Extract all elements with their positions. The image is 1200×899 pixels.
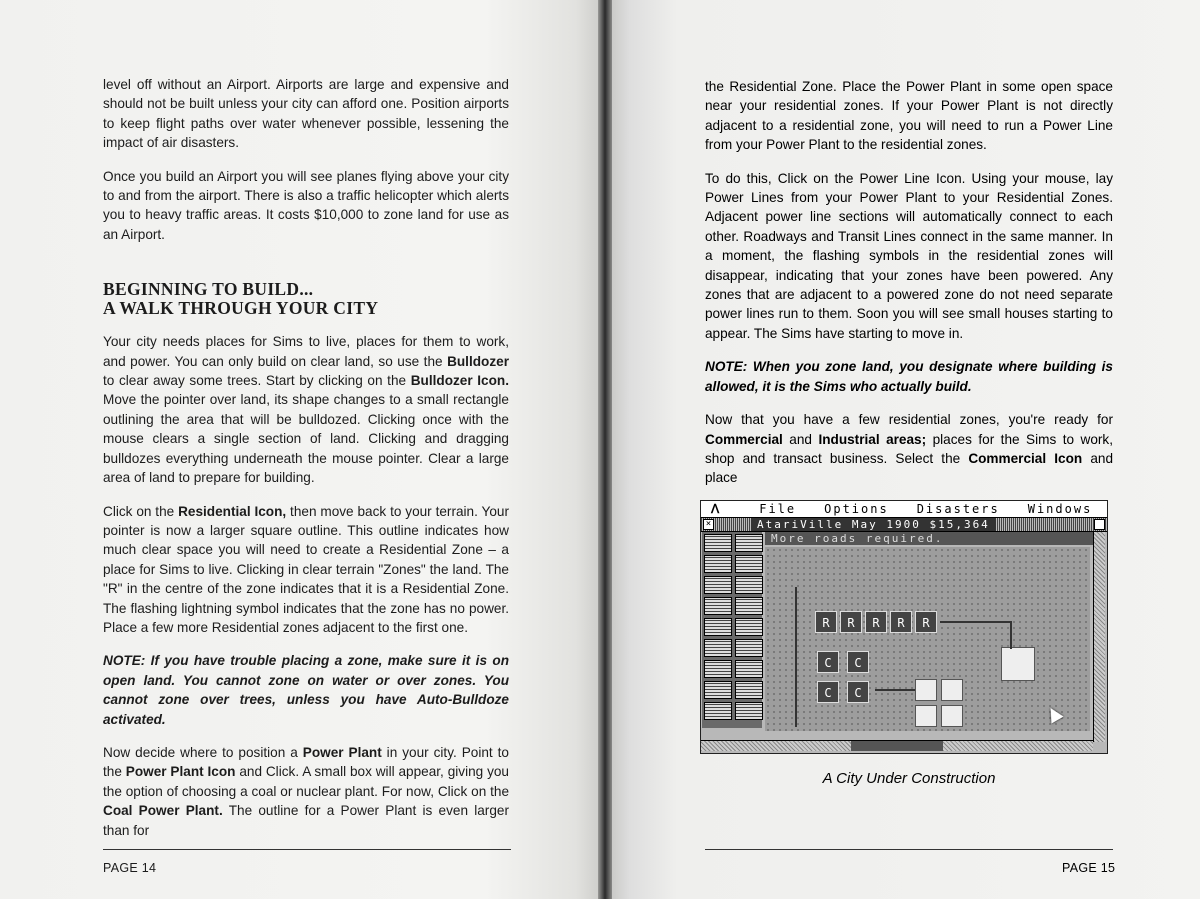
tool-icon[interactable] (704, 660, 732, 678)
paragraph-power-line: the Residential Zone. Place the Power Plant in some open space near your residential zones. If your Power Plant is not directly adjacent to a residential zone, you will need to run a Power Line from your Power Plant to the residential zones. (705, 79, 1113, 153)
text-run: Now decide where to position a (103, 744, 303, 760)
horizontal-scrollbar[interactable] (701, 740, 1093, 751)
bold-term: Coal Power Plant. (103, 803, 223, 819)
heading-line-1: BEGINNING TO BUILD... (103, 279, 314, 300)
text-run: and place (705, 450, 1113, 486)
industrial-zone (915, 679, 937, 701)
city-map[interactable] (765, 547, 1090, 731)
section-heading (103, 280, 509, 318)
tool-icon[interactable] (704, 702, 732, 720)
status-message: More roads required. (765, 532, 1101, 545)
commercial-zone: C (817, 651, 839, 673)
page-number-right: PAGE 15 (1062, 861, 1116, 875)
figure-caption: A City Under Construction (822, 770, 996, 787)
footer-rule (705, 849, 1113, 850)
note-designate: NOTE: When you zone land, you designate where building is allowed, it is the Sims who actually build. (705, 359, 1113, 394)
tool-icon[interactable] (735, 576, 763, 594)
tool-icon[interactable] (735, 639, 763, 657)
text-run: Now that you have a few residential zones, you're ready for (705, 412, 1113, 428)
tool-icon[interactable] (735, 534, 763, 552)
paragraph-bulldozer (103, 332, 509, 487)
game-screenshot (700, 500, 1108, 754)
power-line (940, 621, 1010, 623)
paragraph-residential (103, 502, 509, 638)
window-title-bar[interactable] (701, 518, 1107, 532)
text-run: in your city. Point to the (103, 744, 509, 780)
bold-term: Residential Icon, (178, 503, 287, 519)
paragraph-airport-1: level off without an Airport. Airports are large and expensive and should not be built unless your city can afford one. Position airports to keep flight paths over water whenever possible, lessening the impact of air disasters. (103, 77, 509, 151)
atari-logo-icon: ᐱ (711, 502, 720, 516)
bold-term: Power Plant Icon (125, 764, 236, 780)
book-spine (598, 0, 612, 899)
menu-bar (701, 501, 1107, 518)
power-line (875, 689, 915, 691)
tool-palette (702, 532, 762, 728)
menu-file[interactable]: File (759, 502, 797, 516)
vertical-scrollbar[interactable] (1093, 532, 1105, 742)
tool-icon[interactable] (735, 597, 763, 615)
tool-icon[interactable] (704, 534, 732, 552)
window-title: AtariVille May 1900 $15,364 (751, 518, 996, 531)
fullscreen-icon[interactable] (1094, 519, 1105, 530)
commercial-zone: C (817, 681, 839, 703)
power-line (1010, 621, 1012, 649)
heading-line-2: A WALK THROUGH YOUR CITY (103, 298, 379, 319)
commercial-zone: C (847, 651, 869, 673)
tool-icon[interactable] (735, 618, 763, 636)
right-column (705, 77, 1113, 502)
mouse-pointer-icon (1044, 704, 1063, 723)
menu-disasters[interactable]: Disasters (916, 502, 1000, 516)
text-run: places for the Sims to work, shop and transact business. Select the (705, 431, 1113, 466)
footer-rule (103, 849, 511, 850)
text-run: and (782, 431, 819, 447)
bold-term: Bulldozer Icon. (410, 373, 509, 389)
tool-icon[interactable] (735, 702, 763, 720)
residential-zone: R (890, 611, 912, 633)
close-icon[interactable]: × (703, 519, 714, 530)
tool-icon[interactable] (704, 618, 732, 636)
residential-zone: R (915, 611, 937, 633)
tool-icon[interactable] (704, 597, 732, 615)
tool-icon[interactable] (735, 555, 763, 573)
bold-term: Industrial areas; (818, 431, 927, 447)
note-zone: NOTE: If you have trouble placing a zone, make sure it is on open land. You cannot zone on water or over zones. You cannot zone over trees, unless you have Auto-Bulldoze activated. (103, 653, 509, 727)
tool-icon[interactable] (704, 576, 732, 594)
paragraph-lay-lines: To do this, Click on the Power Line Icon. Using your mouse, lay Power Lines from your Power Plant to your Residential Zones. Adjacent power line sections will automatically connect to each other. Roadways and Transit Lines connect in the same manner. In a moment, the flashing symbols in the residential zones will disappear, indicating that your zones have been powered. Any zones that are adjacent to a powered zone do not need separate power lines run to them. Soon you will see small houses starting to appear. The Sims have starting to move in. (705, 170, 1113, 341)
left-column (103, 75, 509, 854)
tool-icon[interactable] (704, 681, 732, 699)
tool-icon[interactable] (735, 660, 763, 678)
text-run: then move back to your terrain. Your pointer is now a larger square outline. This outline indicates how much clear space you will need to create a Residential Zone – a place for Sims to live. Clicking in clear terrain "Zones" the land. The "R" in the centre of the zone indicates that it is a Residential Zone. The flashing lightning symbol indicates that the zone has no power. Place a few more Residential zones adjacent to the first one. (103, 503, 509, 635)
tool-icon[interactable] (704, 639, 732, 657)
menu-options[interactable]: Options (824, 502, 889, 516)
text-run: and Click. A small box will appear, giving you the option of choosing a coal or nuclear plant. For now, Click on the (103, 764, 509, 799)
text-run: Click on the (103, 503, 179, 519)
bold-term: Bulldozer (447, 353, 509, 369)
bold-term: Commercial Icon (968, 450, 1083, 466)
residential-zone: R (865, 611, 887, 633)
residential-zone: R (840, 611, 862, 633)
text-run: Move the pointer over land, its shape changes to a small rectangle outlining the area that will be bulldozed. Clicking once with the mouse clears a single section of land. Clicking and dragging bulldozes everything underneath the mouse pointer. Clear a large area of land to prepare for building. (103, 392, 509, 486)
tool-icon[interactable] (704, 555, 732, 573)
paragraph-airport-2: Once you build an Airport you will see planes flying above your city to and from the airport. There is also a traffic helicopter which alerts you to heavy traffic areas. It costs $10,000 to zone land for use as an Airport. (103, 168, 509, 242)
text-run: The outline for a Power Plant is even larger than for (103, 803, 509, 838)
paragraph-commercial (705, 410, 1113, 488)
bold-term: Commercial (705, 431, 783, 447)
text-run: Your city needs places for Sims to live, places for them to work, and power. You can only build on clear land, so use the (103, 334, 509, 369)
page-number-left: PAGE 14 (103, 861, 157, 875)
scroll-thumb[interactable] (851, 741, 943, 751)
menu-windows[interactable]: Windows (1027, 502, 1093, 516)
bold-term: Power Plant (302, 744, 382, 760)
road (795, 587, 797, 727)
paragraph-power-plant (103, 743, 509, 840)
commercial-zone: C (847, 681, 869, 703)
industrial-zone (941, 705, 963, 727)
residential-zone: R (815, 611, 837, 633)
text-run: to clear away some trees. Start by clicking on the (103, 373, 411, 389)
tool-icon[interactable] (735, 681, 763, 699)
industrial-zone (941, 679, 963, 701)
industrial-zone (915, 705, 937, 727)
power-plant (1001, 647, 1035, 681)
